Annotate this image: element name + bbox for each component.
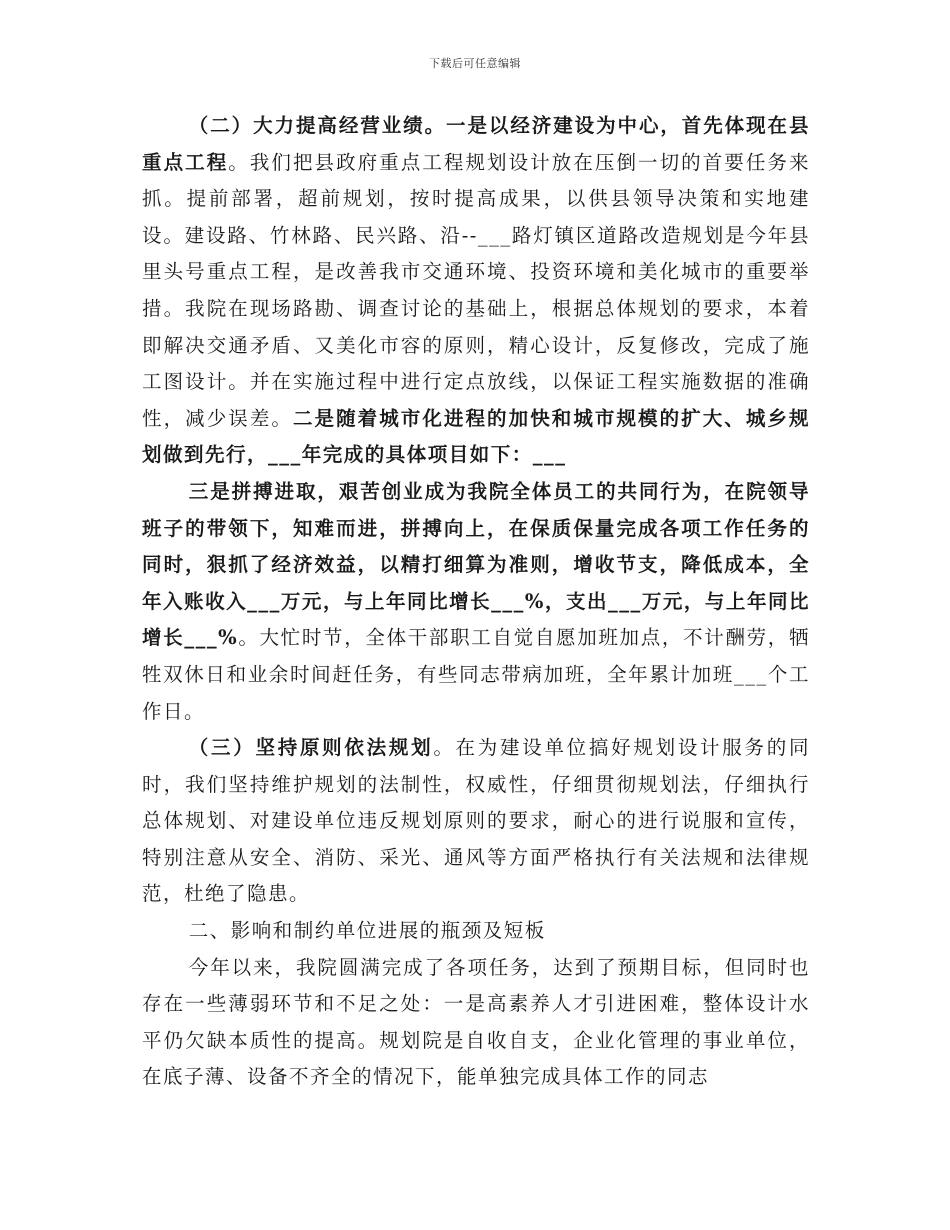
body-text: 。大忙时节，全体干部职工自觉自愿加班加点，不计酬劳，牺牲双休日和业余时间赶任务，有些同志带病加班，全年累计加班___个工作日。: [142, 626, 810, 723]
body-text: 今年以来，我院圆满完成了各项任务，达到了预期目标，但同时也存在一些薄弱环节和不足之处：一是高素养人才引进困难，整体设计水平仍欠缺本质性的提高。规划院是自收自支，企业化管理的事业单位，在底子薄、设备不齐全的情况下，能单独完成具体工作的同志: [142, 955, 810, 1089]
bold-text: 二是随着城市化进程的加快和城市规模的扩大、城乡规划做到先行，___年完成的具体项目如下：___: [142, 406, 810, 467]
paragraph-lawful-planning: [142, 730, 810, 913]
section-heading: [142, 913, 810, 950]
paragraph-hard-work: [142, 474, 810, 730]
body-text: 。在为建设单位搞好规划设计服务的同时，我们坚持维护规划的法制性，权威性，仔细贯彻规划法，仔细执行总体规划、对建设单位违反规划原则的要求，耐心的进行说服和宣传，特别注意从安全、消防、采光、通风等方面严格执行有关法规和法律规范，杜绝了隐患。: [142, 736, 810, 906]
section-heading-text: 二、影响和制约单位进展的瓶颈及短板: [188, 919, 546, 943]
bold-text: （三）坚持原则依法规划: [188, 736, 434, 760]
bold-text: 三是拼搏进取，艰苦创业成为我院全体员工的共同行为，在院领导班子的带领下，知难而进，拼搏向上，在保质保量完成各项工作任务的同时，狠抓了经济效益，以精打细算为准则，增收节支，降低成本，全年入账收入___万元，与上年同比增长___%，支出___万元，与上年同比增长___%: [142, 479, 810, 650]
bold-text: （二）大力提高经营业绩。一是以经济建设为中心，首先体现在县重点工程: [142, 114, 810, 174]
paragraph-business-performance: [142, 108, 810, 474]
document-body: [142, 108, 810, 1096]
paragraph-weaknesses: [142, 950, 810, 1096]
body-text: 。我们把县政府重点工程规划设计放在压倒一切的首要任务来抓。提前部署，超前规划，按时提高成果，以供县领导决策和实地建设。建设路、竹林路、民兴路、沿--___路灯镇区道路改造规划是今年县里头号重点工程，是改善我市交通环境、投资环境和美化城市的重要举措。我院在现场路勘、调查讨论的基础上，根据总体规划的要求，本着即解决交通矛盾、又美化市容的原则，精心设计，反复修改，完成了施工图设计。并在实施过程中进行定点放线，以保证工程实施数据的准确性，减少误差。: [142, 150, 810, 430]
page-header: 下载后可任意编辑: [429, 57, 521, 70]
